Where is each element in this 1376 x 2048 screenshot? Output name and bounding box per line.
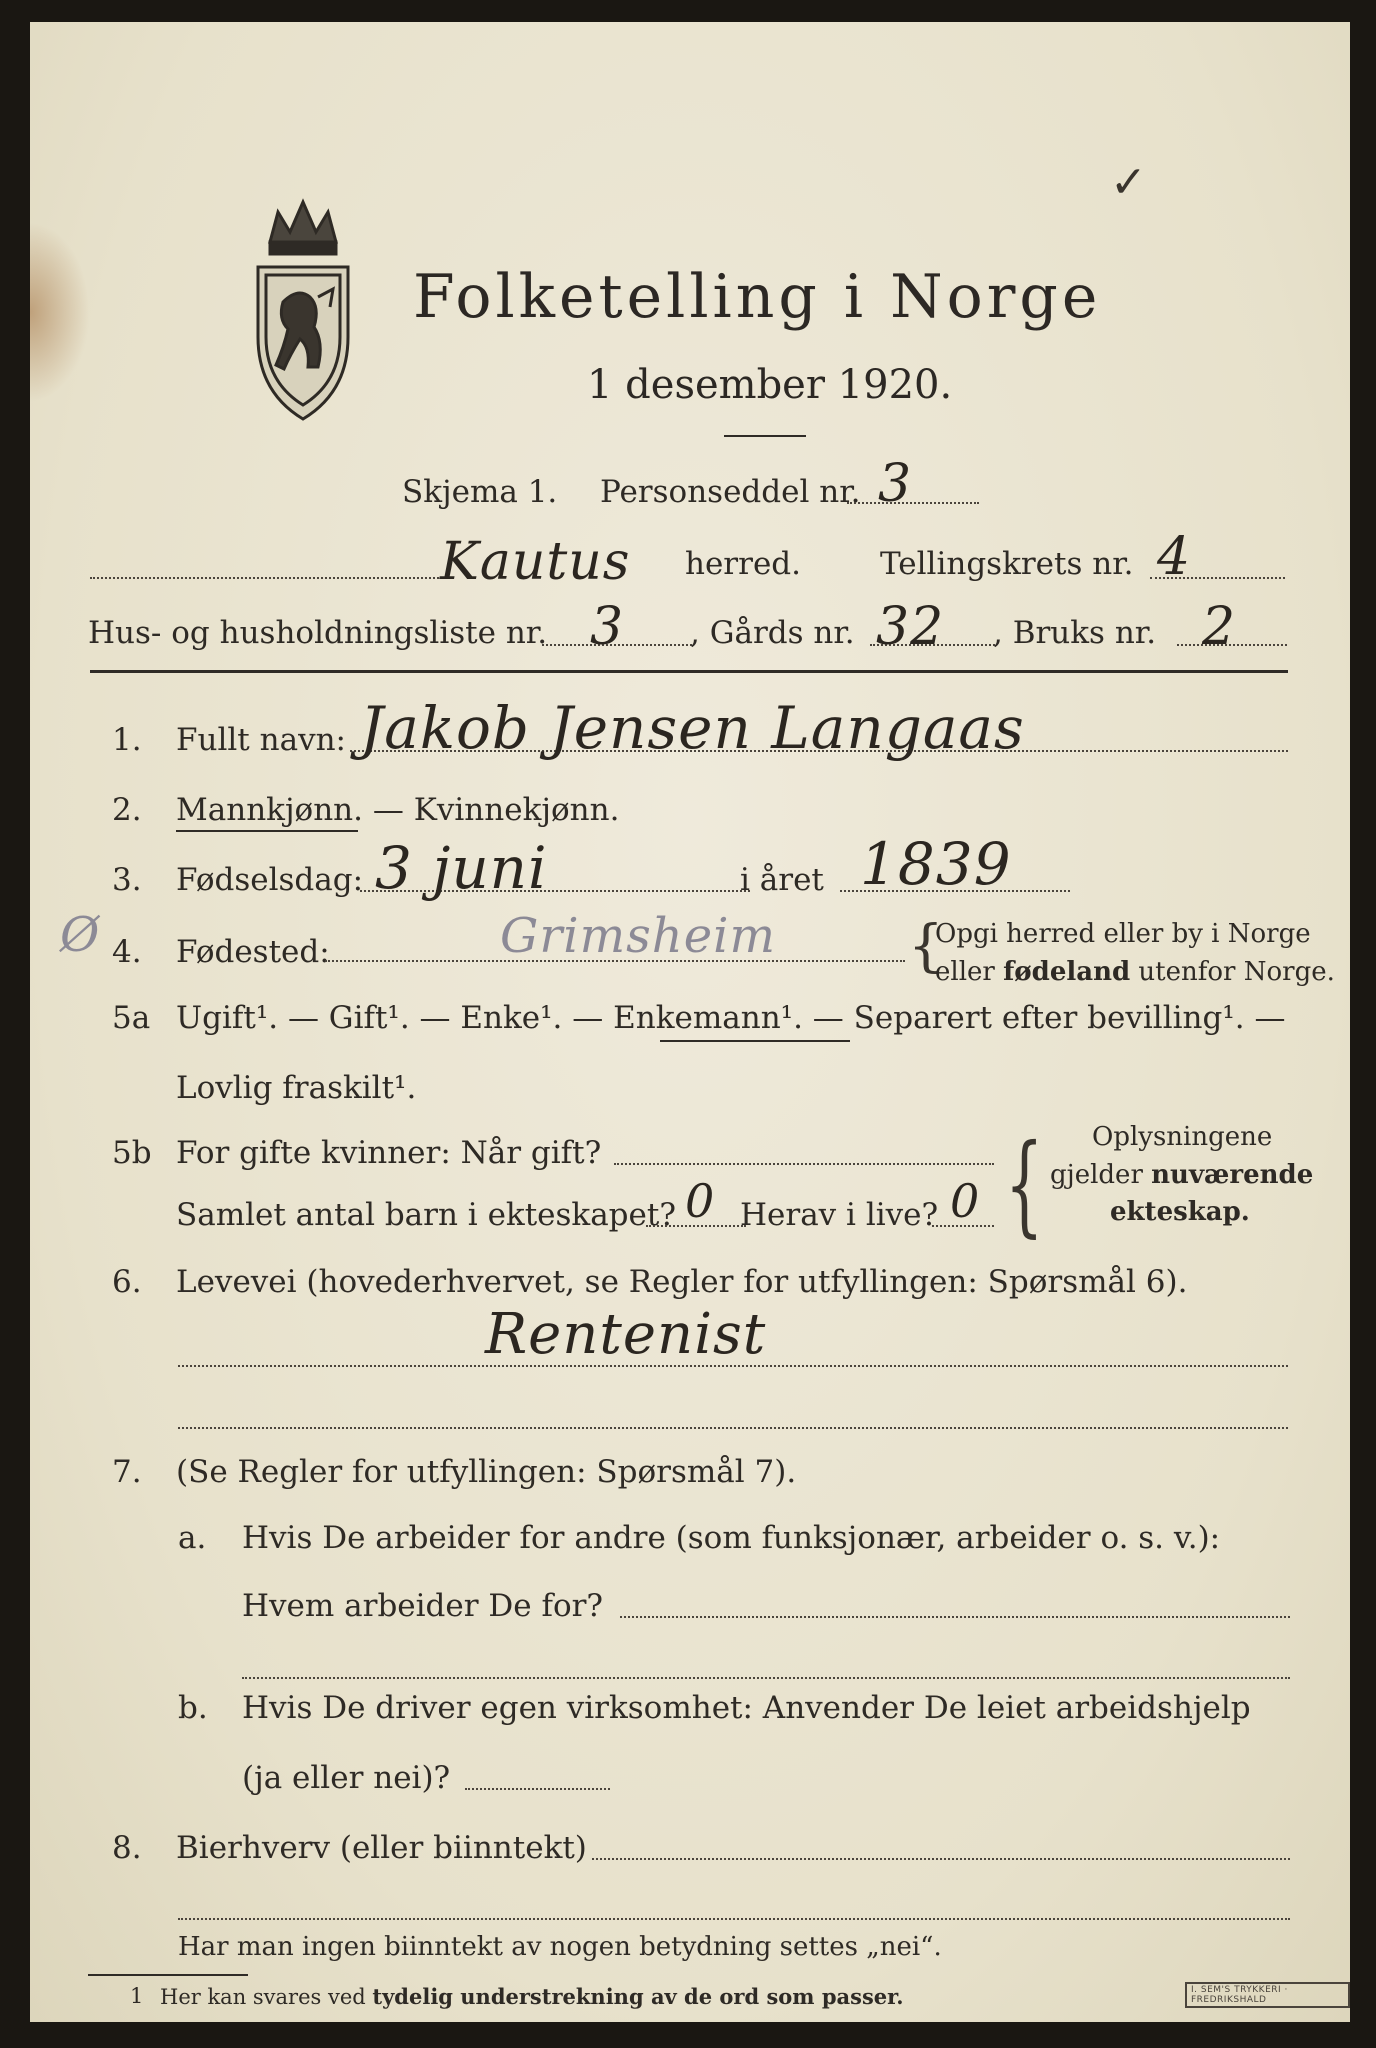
q5b-note-line3: ekteskap. — [1110, 1197, 1250, 1227]
children-count-value[interactable]: 0 — [685, 1174, 716, 1228]
hus-value[interactable]: 3 — [590, 597, 625, 657]
q4-note-line1: Opgi herred eller by i Norge — [935, 919, 1311, 949]
q1-number: 1. — [112, 722, 142, 758]
bruks-label: , Bruks nr. — [993, 615, 1157, 651]
check-mark: ✓ — [1110, 157, 1148, 208]
birthplace-value[interactable]: Grimsheim — [500, 908, 776, 964]
q5b-married-label: For gifte kvinner: Når gift? — [176, 1135, 602, 1171]
marital-status-options[interactable]: Ugift¹. — Gift¹. — Enke¹. — Enkemann¹. — Separert efter bevilling¹. — — [176, 1000, 1286, 1036]
q8-number: 8. — [112, 1830, 142, 1866]
footnote-text: Her kan svares ved tydelig understrekning av de ord som passer. — [160, 1984, 904, 2009]
printer-stamp: I. SEM'S TRYKKERI · FREDRIKSHALD — [1185, 1982, 1350, 2008]
birth-day-value[interactable]: 3 juni — [375, 834, 548, 902]
q5b-note-line2: gjelder nuværende — [1050, 1160, 1314, 1190]
q2-number: 2. — [112, 792, 142, 828]
q4-label: Fødested: — [176, 934, 330, 970]
gards-label: , Gårds nr. — [690, 615, 855, 651]
q7a-label2: Hvem arbeider De for? — [242, 1588, 604, 1624]
q4-note-line2: eller fødeland utenfor Norge. — [935, 957, 1335, 987]
census-form-page: Folketelling i Norge 1 desember 1920. ✓ Skjema 1. Personseddel nr. 3 Kautus herred. Tellingskrets nr. 4 Hus- og husholdningsliste nr. 3 , Gårds nr. 32 , Bruks nr. 2 1. Fullt navn: Jakob Jensen Langaas 2. Mannkjønn. — Kvinnekjønn. 3. Fødselsdag: 3 juni i året 1839 Ø 4. Fødested: Grimsheim { Opgi herred eller by i Norge eller fødeland utenfor Norge. 5a Ugift¹. — Gift¹. — Enke¹. — Enkemann¹. — Separert efter bevilling¹. — Lovlig fraskilt¹. 5b For gifte kvinner: Når gift? Samlet antal barn i ekteskapet? 0 Herav i live? 0 { Oplysningene gjelder nuværende ekteskap. 6. Levevei (hovederhvervet, se Regler for utfyllingen: Spørsmål 6). Rentenist 7. (Se Regler for utfyllingen: Spørsmål 7). a. Hvis De arbeider for andre (som funksjonær, arbeider o. s. v.): Hvem arbeider De for? b. Hvis De driver egen virksomhet: Anvender De leiet arbeidshjelp (ja eller nei)? 8. Bierhverv (eller biinntekt) Har man ingen biinntekt av nogen betydning settes „nei“. 1 Her kan svares ved tydelig understrekning av de ord som passer. I. SEM'S TRYKKERI · FREDRIKSHALD — [30, 22, 1350, 2022]
q7b-label1: Hvis De driver egen virksomhet: Anvender De leiet arbeidshjelp — [242, 1690, 1251, 1726]
q7-label: (Se Regler for utfyllingen: Spørsmål 7). — [176, 1454, 797, 1490]
birth-year-value[interactable]: 1839 — [860, 830, 1012, 898]
widower-option: Enkemann¹. — [613, 1000, 803, 1036]
q5b-number: 5b — [112, 1135, 152, 1171]
tellingskrets-label: Tellingskrets nr. — [880, 546, 1134, 582]
bruks-value[interactable]: 2 — [1202, 597, 1237, 657]
title-divider — [724, 435, 806, 437]
full-name-value[interactable]: Jakob Jensen Langaas — [360, 694, 1025, 762]
q5b-children-label: Samlet antal barn i ekteskapet? — [176, 1197, 676, 1233]
gards-value[interactable]: 32 — [876, 597, 945, 657]
pencil-margin-note: Ø — [60, 907, 101, 963]
employer-field[interactable] — [620, 1616, 1290, 1618]
header-rule — [90, 670, 1288, 673]
footnote-number: 1 — [130, 1984, 144, 2008]
q1-label: Fullt navn: — [176, 722, 346, 758]
paper-stain — [30, 222, 90, 402]
q5a-number: 5a — [112, 1000, 151, 1036]
q5b-alive-label: Herav i live? — [740, 1197, 939, 1233]
census-date: 1 desember 1920. — [587, 362, 953, 408]
gender-male-label: Mannkjønn — [176, 792, 354, 828]
q6-number: 6. — [112, 1264, 142, 1300]
children-alive-value[interactable]: 0 — [950, 1174, 981, 1228]
herred-label: herred. — [685, 546, 801, 582]
personseddel-label: Personseddel nr. — [600, 474, 861, 510]
q7a-label1: Hvis De arbeider for andre (som funksjonær, arbeider o. s. v.): — [242, 1520, 1221, 1556]
q7a-letter: a. — [178, 1520, 207, 1556]
q5b-note-line1: Oplysningene — [1092, 1122, 1273, 1152]
q7b-letter: b. — [178, 1690, 208, 1726]
hus-label: Hus- og husholdningsliste nr. — [88, 615, 548, 651]
marital-status-line2: Lovlig fraskilt¹. — [176, 1070, 417, 1106]
herred-value[interactable]: Kautus — [440, 532, 631, 592]
coat-of-arms-icon — [248, 197, 358, 422]
q3-year-label: i året — [740, 862, 824, 898]
personseddel-value[interactable]: 3 — [878, 454, 913, 514]
gender-male-option[interactable]: Mannkjønn. — Kvinnekjønn. — [176, 792, 620, 828]
widower-underline-mark — [660, 1040, 850, 1042]
q7b-label2: (ja eller nei)? — [242, 1760, 451, 1796]
male-underline-mark — [176, 830, 358, 832]
schema-label: Skjema 1. — [402, 474, 558, 510]
q4-number: 4. — [112, 934, 142, 970]
tellingskrets-value[interactable]: 4 — [1157, 527, 1192, 587]
q8-note: Har man ingen biinntekt av nogen betydning settes „nei“. — [178, 1932, 942, 1962]
q8-label: Bierhverv (eller biinntekt) — [176, 1830, 587, 1866]
q7-number: 7. — [112, 1454, 142, 1490]
q6-label: Levevei (hovederhvervet, se Regler for utfyllingen: Spørsmål 6). — [176, 1264, 1188, 1300]
side-income-field[interactable] — [592, 1858, 1290, 1860]
q3-number: 3. — [112, 862, 142, 898]
occupation-value[interactable]: Rentenist — [485, 1302, 767, 1367]
gender-female-label: Kvinnekjønn — [413, 792, 610, 828]
q3-label: Fødselsdag: — [176, 862, 364, 898]
form-title: Folketelling i Norge — [413, 262, 1102, 332]
hired-help-field[interactable] — [465, 1788, 610, 1790]
